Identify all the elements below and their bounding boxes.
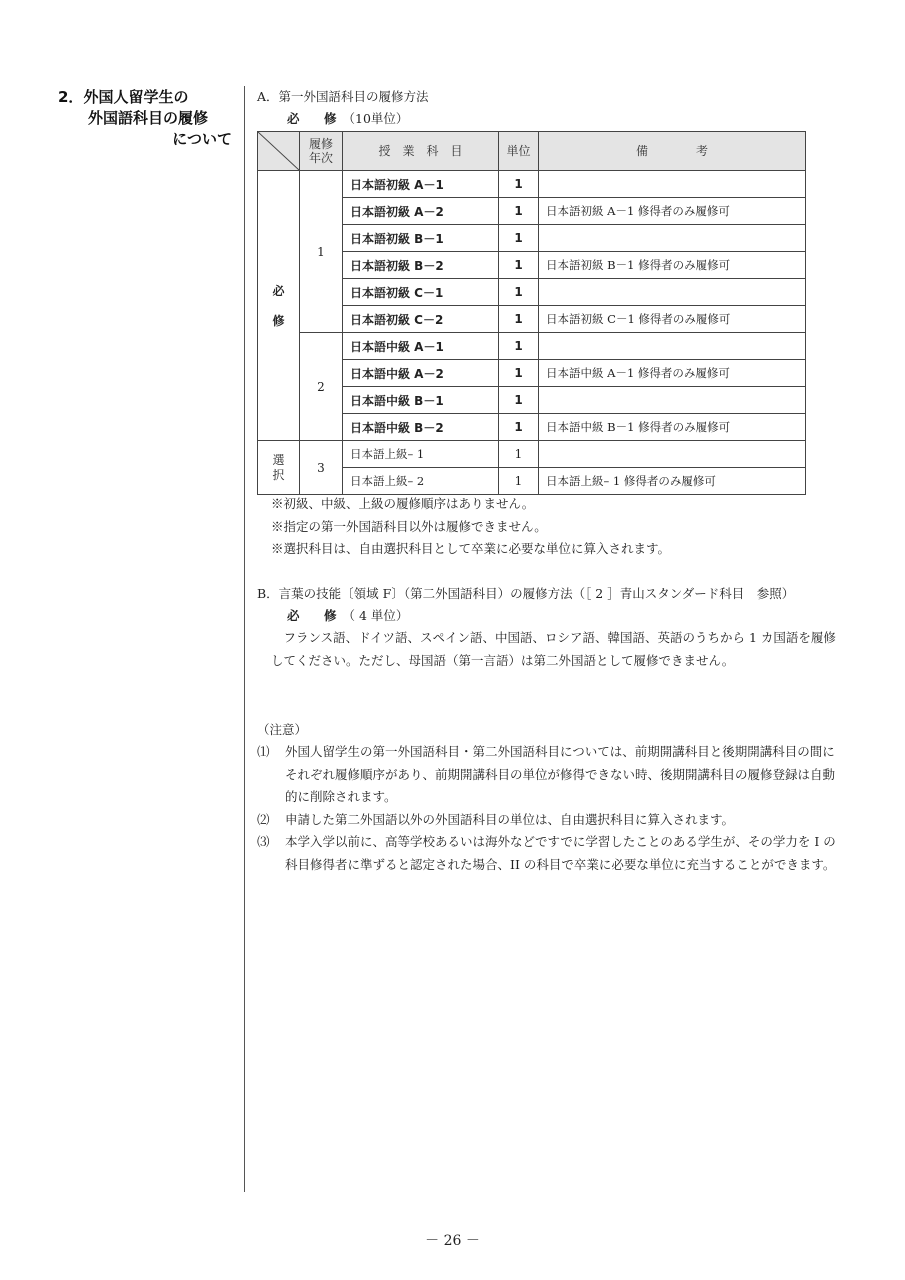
item-number: ⑶ (257, 834, 270, 849)
part-a-required: 必 修（10単位） (287, 111, 409, 126)
attention-item (257, 831, 837, 876)
note-cell: 日本語中級 A－1 修得者のみ履修可 (539, 360, 806, 387)
part-b-section (257, 583, 837, 672)
table-row (258, 333, 806, 360)
note-cell: 日本語初級 A－1 修得者のみ履修可 (539, 198, 806, 225)
subject-cell: 日本語中級 B－2 (343, 414, 499, 441)
note-cell: 日本語上級– 1 修得者のみ履修可 (539, 468, 806, 495)
attention-label: （注意） (257, 722, 308, 737)
part-b-body: フランス語、ドイツ語、スペイン語、中国語、ロシア語、韓国語、英語のうちから 1 カ国語を履修してください。ただし、母国語（第一言語）は第二外国語として履修できません。 (271, 630, 836, 668)
item-text: 外国人留学生の第一外国語科目・第二外国語科目については、前期開講科目と後期開講科目の間にそれぞれ履修順序があり、前期開講科目の単位が修得できない時、後期開講科目の履修登録は自動的に削除されます。 (285, 744, 836, 804)
unit-cell: 1 (499, 441, 539, 468)
note-cell (539, 225, 806, 252)
main-content (257, 86, 837, 872)
part-a-heading: A．第一外国語科目の履修方法 (257, 89, 429, 104)
subject-cell: 日本語中級 A－2 (343, 360, 499, 387)
section-heading (58, 87, 238, 150)
subject-cell: 日本語初級 A－2 (343, 198, 499, 225)
course-table (257, 131, 806, 495)
note-cell (539, 279, 806, 306)
item-text: 申請した第二外国語以外の外国語科目の単位は、自由選択科目に算入されます。 (285, 811, 735, 827)
unit-cell: 1 (499, 279, 539, 306)
attention-section (257, 719, 837, 876)
item-number: ⑴ (257, 744, 270, 759)
note-line: ※初級、中級、上級の履修順序はありません。 (271, 496, 535, 511)
category-required: 必 修 (258, 171, 300, 441)
table-notes (271, 493, 670, 561)
year-cell: 1 (300, 171, 343, 333)
unit-cell: 1 (499, 414, 539, 441)
attention-item (257, 809, 837, 832)
subject-cell: 日本語初級 A－1 (343, 171, 499, 198)
unit-cell: 1 (499, 252, 539, 279)
subject-cell: 日本語上級– 1 (343, 441, 499, 468)
note-cell: 日本語中級 B－1 修得者のみ履修可 (539, 414, 806, 441)
subject-cell: 日本語初級 B－1 (343, 225, 499, 252)
subject-cell: 日本語初級 B－2 (343, 252, 499, 279)
section-heading-line1: 2．外国人留学生の (58, 88, 189, 106)
subject-cell: 日本語初級 C－1 (343, 279, 499, 306)
note-cell: 日本語初級 B－1 修得者のみ履修可 (539, 252, 806, 279)
diagonal-corner-cell (258, 132, 300, 171)
section-heading-line3: について (172, 130, 232, 148)
subject-cell: 日本語中級 B－1 (343, 387, 499, 414)
attention-item (257, 741, 837, 809)
header-subject: 授 業 科 目 (343, 132, 499, 171)
vertical-divider (244, 86, 245, 1192)
subject-cell: 日本語中級 A－1 (343, 333, 499, 360)
subject-cell: 日本語初級 C－2 (343, 306, 499, 333)
unit-cell: 1 (499, 333, 539, 360)
note-cell: 日本語初級 C－1 修得者のみ履修可 (539, 306, 806, 333)
header-remarks: 備 考 (539, 132, 806, 171)
unit-cell: 1 (499, 198, 539, 225)
unit-cell: 1 (499, 360, 539, 387)
note-cell (539, 171, 806, 198)
note-line: ※選択科目は、自由選択科目として卒業に必要な単位に算入されます。 (271, 541, 671, 556)
unit-cell: 1 (499, 468, 539, 495)
table-row (258, 441, 806, 468)
note-line: ※指定の第一外国語科目以外は履修できません。 (271, 518, 547, 534)
item-number: ⑵ (257, 811, 270, 827)
year-cell: 3 (300, 441, 343, 495)
unit-cell: 1 (499, 171, 539, 198)
header-year: 履修年次 (300, 132, 343, 171)
note-cell (539, 441, 806, 468)
unit-cell: 1 (499, 225, 539, 252)
page-number: － 26 － (425, 1233, 480, 1249)
category-elective: 選 択 (258, 441, 300, 495)
subject-cell: 日本語上級– 2 (343, 468, 499, 495)
unit-cell: 1 (499, 306, 539, 333)
unit-cell: 1 (499, 387, 539, 414)
table-header-row (258, 132, 806, 171)
section-heading-line2: 外国語科目の履修 (88, 109, 209, 127)
header-unit: 単位 (499, 132, 539, 171)
item-text: 本学入学以前に、高等学校あるいは海外などですでに学習したことのある学生が、その学力を I の科目修得者に準ずると認定された場合、II の科目で卒業に必要な単位に充当することができます。 (285, 834, 836, 872)
note-cell (539, 333, 806, 360)
part-b-heading: B．言葉の技能〔領域 F〕（第二外国語科目）の履修方法（［ 2 ］青山スタンダード科目 参照） (257, 586, 795, 601)
note-cell (539, 387, 806, 414)
part-b-required: 必 修（ 4 単位） (287, 608, 409, 623)
year-cell: 2 (300, 333, 343, 441)
table-row (258, 171, 806, 198)
